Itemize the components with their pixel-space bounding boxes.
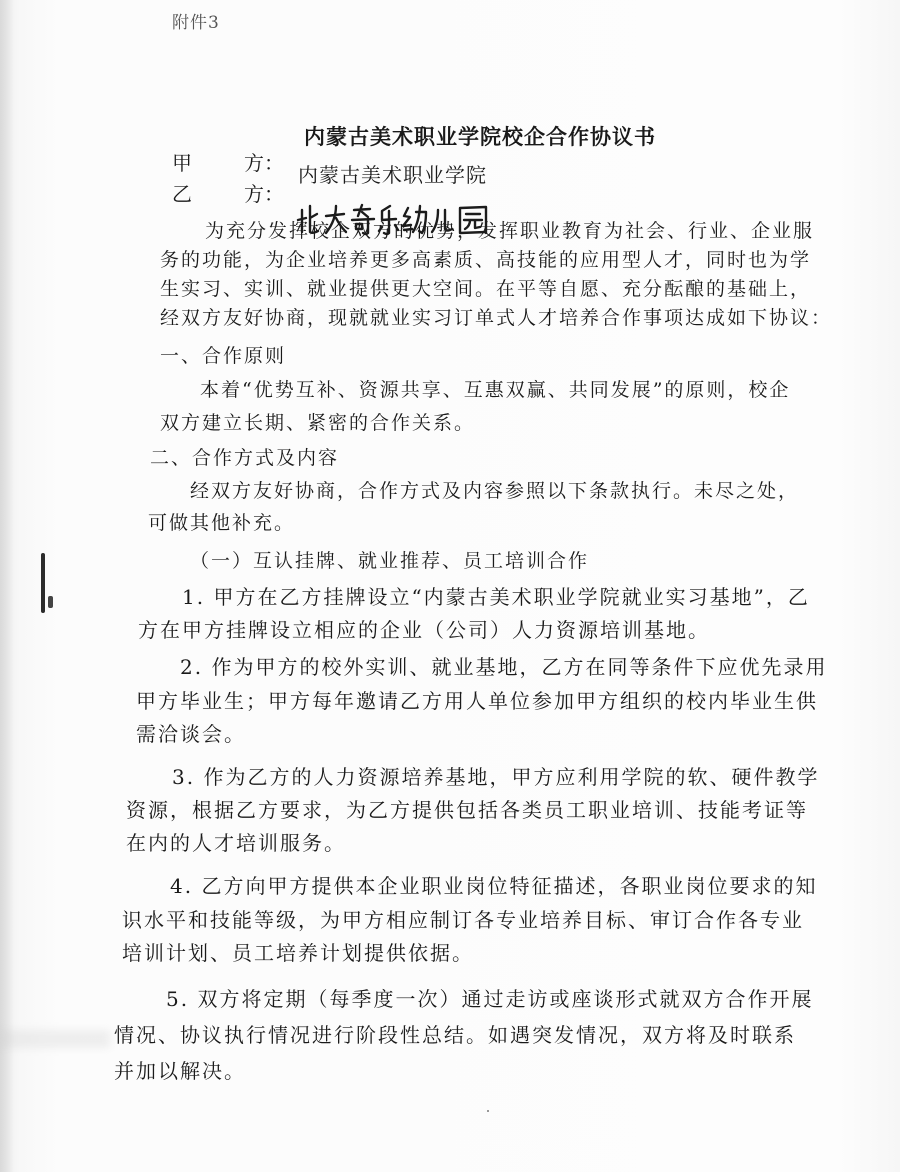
- section-heading-methods: 二、合作方式及内容: [150, 447, 340, 469]
- item-4-line: 培训计划、员工培养计划提供依据。: [122, 941, 474, 965]
- principles-line: 双方建立长期、紧密的合作关系。: [160, 412, 476, 434]
- intro-line: 务的功能，为企业培养更多高素质、高技能的应用型人才，同时也为学: [160, 249, 812, 271]
- scan-smudge: [0, 1030, 110, 1048]
- item-3-line: 在内的人才培训服务。: [126, 831, 346, 855]
- party-b-label: [172, 178, 284, 207]
- item-3-line: 资源，根据乙方要求，为乙方提供包括各类员工职业培训、技能考证等: [126, 798, 808, 822]
- item-2-line: 2. 作为甲方的校外实训、就业基地，乙方在同等条件下应优先录用: [180, 655, 828, 679]
- margin-binding-dot: [48, 596, 53, 608]
- item-4-line: 识水平和技能等级，为甲方相应制订各专业培养目标、审订合作各专业: [122, 908, 804, 932]
- section-heading-principles: 一、合作原则: [160, 345, 287, 367]
- subsection-heading: （一）互认挂牌、就业推荐、员工培训合作: [190, 550, 590, 572]
- party-a-value: 内蒙古美术职业学院: [298, 163, 487, 187]
- intro-line: 为充分发挥校企双方的优势，发挥职业教育为社会、行业、企业服: [205, 220, 815, 242]
- margin-binding-mark: [41, 553, 45, 613]
- party-b-label-2: 方：: [244, 182, 284, 206]
- party-a-label: [172, 147, 284, 176]
- page-edge-shadow: [0, 0, 14, 1172]
- item-5-line: 并加以解决。: [114, 1059, 246, 1083]
- intro-line: 经双方友好协商，现就就业实习订单式人才培养合作事项达成如下协议：: [160, 307, 833, 329]
- item-2-line: 需洽谈会。: [136, 722, 246, 746]
- party-a-label-1: 甲: [172, 151, 192, 175]
- item-3-line: 3. 作为乙方的人力资源培养基地，甲方应利用学院的软、硬件教学: [172, 765, 820, 789]
- methods-line: 经双方友好协商，合作方式及内容参照以下条款执行。未尽之处，: [190, 480, 800, 502]
- item-1-line: 方在甲方挂牌设立相应的企业（公司）人力资源培训基地。: [138, 618, 710, 642]
- party-b-label-1: 乙: [172, 182, 192, 206]
- document-title: 内蒙古美术职业学院校企合作协议书: [304, 125, 656, 149]
- item-5-line: 5. 双方将定期（每季度一次）通过走访或座谈形式就双方合作开展: [166, 987, 814, 1011]
- item-5-line: 情况、协议执行情况进行阶段性总结。如遇突发情况，双方将及时联系: [114, 1023, 796, 1047]
- item-1-line: 1. 甲方在乙方挂牌设立“内蒙古美术职业学院就业实习基地”，乙: [182, 585, 810, 609]
- item-4-line: 4. 乙方向甲方提供本企业职业岗位特征描述，各职业岗位要求的知: [170, 874, 818, 898]
- item-2-line: 甲方毕业生；甲方每年邀请乙方用人单位参加甲方组织的校内毕业生供: [136, 689, 818, 713]
- scan-speck: [487, 1110, 489, 1112]
- party-a-label-2: 方：: [244, 151, 284, 175]
- attachment-label: 附件3: [172, 13, 220, 33]
- principles-line: 本着“优势互补、资源共享、互惠双赢、共同发展”的原则，校企: [200, 379, 791, 401]
- intro-line: 生实习、实训、就业提供更大空间。在平等自愿、充分酝酿的基础上，: [160, 278, 812, 300]
- methods-line: 可做其他补充。: [148, 512, 296, 534]
